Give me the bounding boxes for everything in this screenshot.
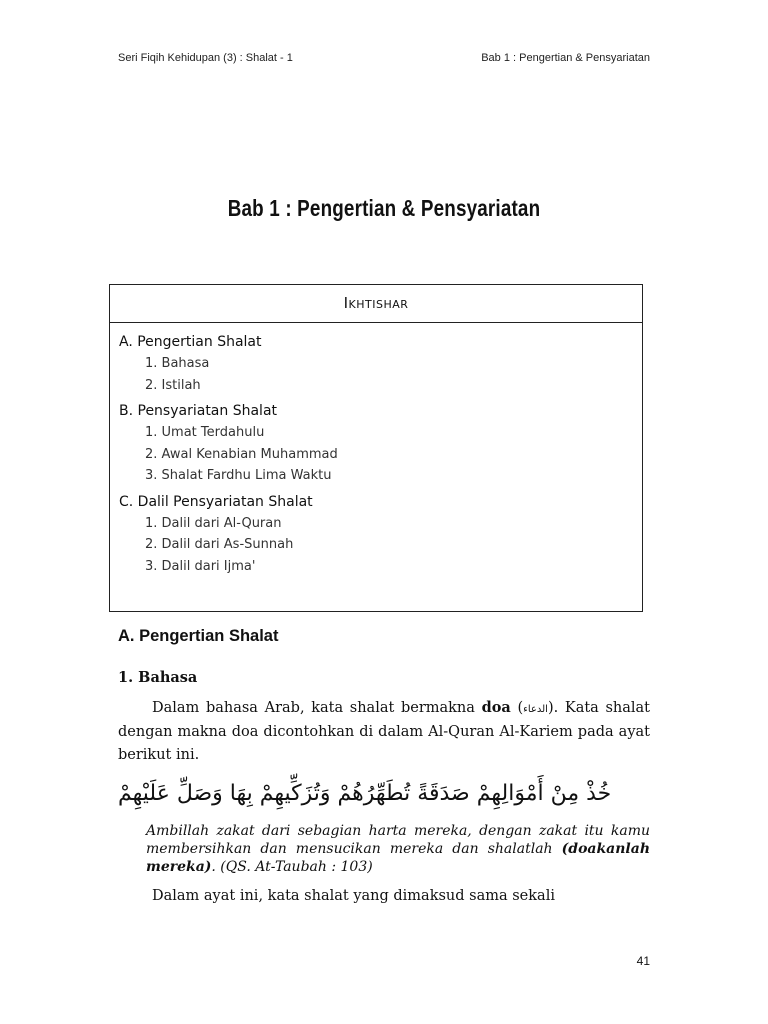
verse-translation [146, 822, 650, 876]
chapter-title: Bab 1 : Pengertian & Pensyariatan [227, 195, 541, 221]
outline-section-b: B. Pensyariatan Shalat [119, 403, 278, 419]
outline-section-c: C. Dalil Pensyariatan Shalat [119, 493, 313, 510]
verse-reference: . (QS. At-Taubah : 103) [211, 859, 373, 875]
ikhtishar-box [109, 284, 643, 612]
sub-heading: 1. Bahasa [118, 669, 198, 686]
ikhtishar-list [110, 323, 642, 577]
running-header-right: Bab 1 : Pengertian & Pensyariatan [481, 52, 650, 64]
paragraph-text: ( [510, 700, 524, 716]
page-number: 41 [636, 954, 650, 968]
translation-bold: (doakanlah mereka) [146, 841, 650, 875]
outline-item: 2. Dalil dari As-Sunnah [145, 537, 294, 552]
paragraph [118, 696, 650, 767]
outline-section-a: A. Pengertian Shalat [119, 334, 262, 350]
outline-item: 2. Awal Kenabian Muhammad [145, 446, 338, 462]
arabic-inline-term: الدعاء [523, 704, 548, 715]
outline-item: 3. Shalat Fardhu Lima Waktu [145, 468, 332, 483]
outline-item: 1. Dalil dari Al-Quran [145, 515, 282, 531]
ikhtishar-heading: Ikhtishar [110, 285, 642, 323]
outline-item: 1. Umat Terdahulu [145, 425, 265, 440]
outline-item: 1. Bahasa [145, 356, 210, 371]
running-header-left: Seri Fiqih Kehidupan (3) : Shalat - 1 [118, 52, 293, 64]
translation-text: Ambillah zakat dari sebagian harta mereka, dengan zakat itu kamu membersihkan dan mensucikan mereka dan shalatlah [146, 823, 650, 857]
outline-item: 3. Dalil dari Ijma' [145, 558, 256, 574]
paragraph-text: Dalam bahasa Arab, kata shalat bermakna [152, 700, 482, 716]
paragraph: Dalam ayat ini, kata shalat yang dimaksud sama sekali [152, 888, 555, 904]
paragraph-text: ). Kata shalat dengan makna doa dicontohkan di dalam Al-Quran Al-Kariem pada ayat berikut ini. [118, 700, 651, 763]
outline-item: 2. Istilah [145, 377, 201, 393]
quran-verse-arabic: خُذْ مِنْ أَمْوَالِهِمْ صَدَقَةً تُطَهِّرُهُمْ وَتُزَكِّيهِمْ بِهَا وَصَلِّ عَلَيْهِمْ [118, 781, 612, 806]
bold-term: doa [481, 699, 511, 716]
section-heading: A. Pengertian Shalat [118, 627, 279, 645]
